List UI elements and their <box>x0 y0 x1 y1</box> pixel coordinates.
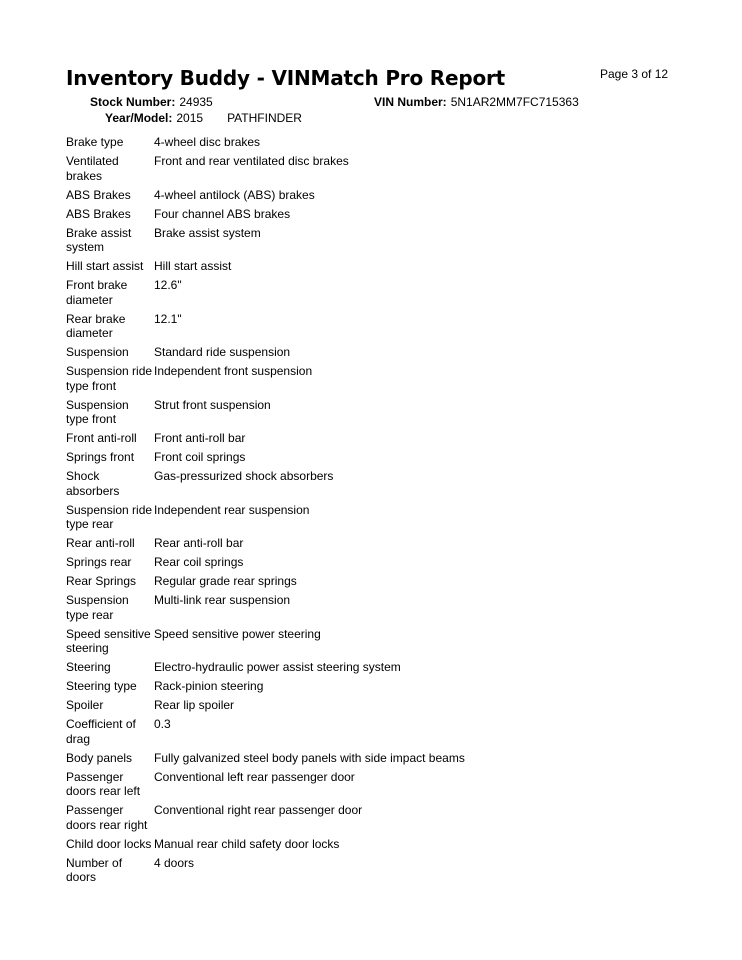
spec-label: Spoiler <box>66 698 104 712</box>
spec-value: 12.6" <box>154 278 182 292</box>
spec-value: Front coil springs <box>154 450 246 464</box>
spec-row <box>66 715 465 749</box>
vin-number-value: 5N1AR2MM7FC715363 <box>450 95 579 109</box>
spec-row <box>66 801 465 835</box>
year-value: 2015 <box>176 111 204 125</box>
spec-row <box>66 658 465 677</box>
spec-label: Springs rear <box>66 555 132 569</box>
spec-value: Manual rear child safety door locks <box>154 836 340 851</box>
year-model <box>105 111 302 125</box>
spec-label: Springs front <box>66 450 135 464</box>
spec-value: Rear coil springs <box>154 555 244 569</box>
spec-value: Rack-pinion steering <box>154 679 264 693</box>
spec-row <box>66 835 465 854</box>
spec-value: Fully galvanized steel body panels with side impact beams <box>154 750 465 765</box>
spec-label: Hill start assist <box>66 259 144 273</box>
spec-label: Suspension type rear <box>66 593 129 622</box>
spec-label: ABS Brakes <box>66 187 131 202</box>
spec-label: Steering type <box>66 679 137 693</box>
spec-row <box>66 448 465 467</box>
spec-value: 0.3 <box>154 717 171 731</box>
spec-value: 4 doors <box>154 855 195 870</box>
spec-label: Suspension ride type rear <box>66 502 153 531</box>
spec-row <box>66 501 465 535</box>
spec-label: Front brake diameter <box>66 278 128 307</box>
spec-label: Coefficient of drag <box>66 717 136 746</box>
vin-number <box>374 95 579 109</box>
stock-number-label: Stock Number: <box>90 95 176 109</box>
spec-row <box>66 133 465 152</box>
spec-row <box>66 186 465 205</box>
stock-number-value: 24935 <box>179 95 213 109</box>
spec-row <box>66 362 465 396</box>
spec-value: Rear lip spoiler <box>154 698 235 712</box>
spec-value: Independent front suspension <box>154 364 313 378</box>
spec-row <box>66 257 465 276</box>
spec-label: Suspension type front <box>66 397 129 426</box>
spec-value: 12.1" <box>154 311 182 326</box>
spec-label: Steering <box>66 660 111 674</box>
spec-row <box>66 768 465 802</box>
spec-row <box>66 677 465 696</box>
vin-number-label: VIN Number: <box>374 95 447 109</box>
spec-value: Gas-pressurized shock absorbers <box>154 469 334 483</box>
spec-label: Passenger doors rear left <box>66 769 141 798</box>
spec-value: Regular grade rear springs <box>154 574 297 588</box>
spec-value: Electro-hydraulic power assist steering system <box>154 660 401 674</box>
spec-row <box>66 749 465 768</box>
spec-label: Child door locks <box>66 836 152 851</box>
stock-number <box>90 95 213 109</box>
spec-row <box>66 696 465 715</box>
spec-label: Brake type <box>66 135 124 149</box>
spec-label: Suspension ride type front <box>66 364 153 393</box>
spec-row <box>66 553 465 572</box>
spec-label: Body panels <box>66 750 133 765</box>
spec-row <box>66 625 465 659</box>
spec-row <box>66 467 465 501</box>
spec-label: Number of doors <box>66 855 123 884</box>
spec-value: Four channel ABS brakes <box>154 206 291 221</box>
spec-value: Front anti-roll bar <box>154 431 246 445</box>
spec-value: Speed sensitive power steering <box>154 626 321 641</box>
spec-label: Rear Springs <box>66 574 137 588</box>
spec-value: Multi-link rear suspension <box>154 593 291 607</box>
spec-row <box>66 534 465 553</box>
spec-value: 4-wheel antilock (ABS) brakes <box>154 187 315 202</box>
spec-label: Shock absorbers <box>66 469 120 498</box>
model-value: PATHFINDER <box>227 111 302 125</box>
page-number: Page 3 of 12 <box>600 67 669 81</box>
spec-row <box>66 205 465 224</box>
spec-row <box>66 429 465 448</box>
spec-row <box>66 224 465 258</box>
spec-label: Brake assist system <box>66 225 132 254</box>
spec-value: Front and rear ventilated disc brakes <box>154 154 349 168</box>
spec-value: 4-wheel disc brakes <box>154 135 261 149</box>
spec-row <box>66 343 465 362</box>
spec-label: Suspension <box>66 345 129 359</box>
spec-value: Brake assist system <box>154 225 261 240</box>
spec-row <box>66 276 465 310</box>
spec-value: Rear anti-roll bar <box>154 536 244 550</box>
spec-value: Strut front suspension <box>154 397 271 412</box>
spec-row <box>66 396 465 430</box>
spec-table <box>66 133 465 887</box>
spec-row <box>66 152 465 186</box>
spec-row <box>66 854 465 888</box>
spec-label: Front anti-roll <box>66 431 137 445</box>
spec-row <box>66 591 465 625</box>
spec-label: ABS Brakes <box>66 206 131 221</box>
spec-label: Rear anti-roll <box>66 536 135 550</box>
spec-value: Conventional left rear passenger door <box>154 769 355 784</box>
spec-label: Passenger doors rear right <box>66 803 148 832</box>
spec-value: Hill start assist <box>154 259 232 273</box>
spec-value: Standard ride suspension <box>154 345 291 359</box>
report-title: Inventory Buddy - VINMatch Pro Report <box>66 66 506 90</box>
spec-label: Ventilated brakes <box>66 154 119 183</box>
spec-row <box>66 310 465 344</box>
spec-value: Conventional right rear passenger door <box>154 803 363 817</box>
spec-row <box>66 572 465 591</box>
spec-value: Independent rear suspension <box>154 502 310 517</box>
spec-label: Speed sensitive steering <box>66 626 151 655</box>
year-model-label: Year/Model: <box>105 111 173 125</box>
spec-label: Rear brake diameter <box>66 311 126 340</box>
